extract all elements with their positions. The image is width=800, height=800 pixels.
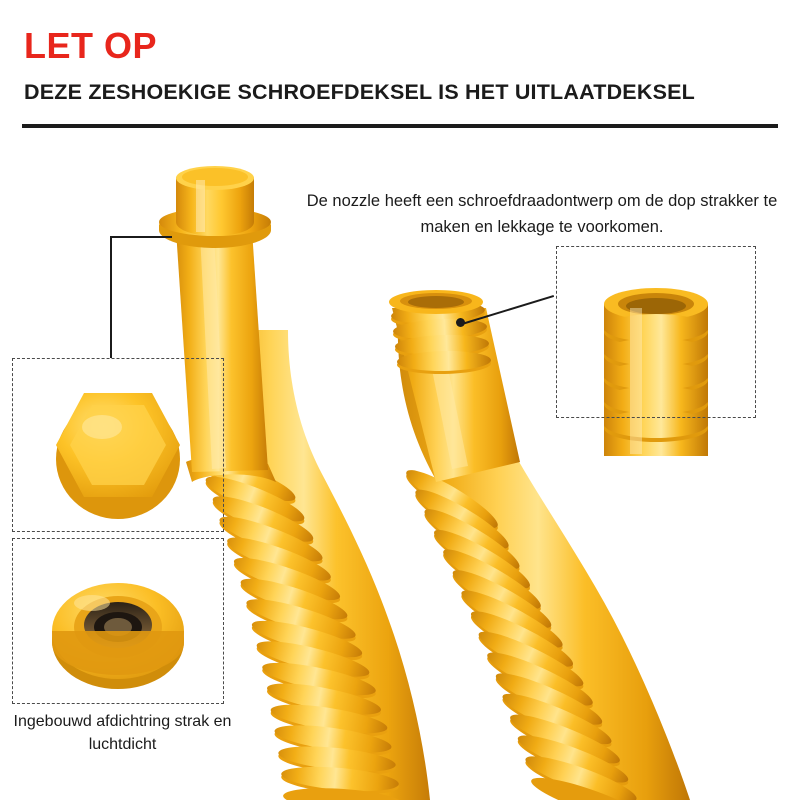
page-title: LET OP [24, 25, 158, 66]
bottom-left-annotation-text: Ingebouwd afdichtring strak en luchtdicht [13, 713, 232, 753]
callout-box-gasket [12, 538, 224, 704]
leader-line-hex-cap-vertical [110, 236, 112, 358]
callout-box-thread [556, 246, 756, 418]
header-divider [22, 124, 778, 128]
page-subtitle: DEZE ZESHOEKIGE SCHROEFDEKSEL IS HET UITLAATDEKSEL [24, 80, 695, 104]
leader-dot-thread [456, 318, 465, 327]
header [0, 0, 800, 130]
left-hex-cap [176, 166, 254, 236]
right-nozzle-opening [389, 290, 483, 314]
callout-box-hex-cap [12, 358, 224, 532]
leader-line-hex-cap-horizontal [110, 236, 172, 238]
top-annotation-text: De nozzle heeft een schroefdraadontwerp om de dop strakker te maken en lekkage te voorkomen. [306, 192, 778, 236]
